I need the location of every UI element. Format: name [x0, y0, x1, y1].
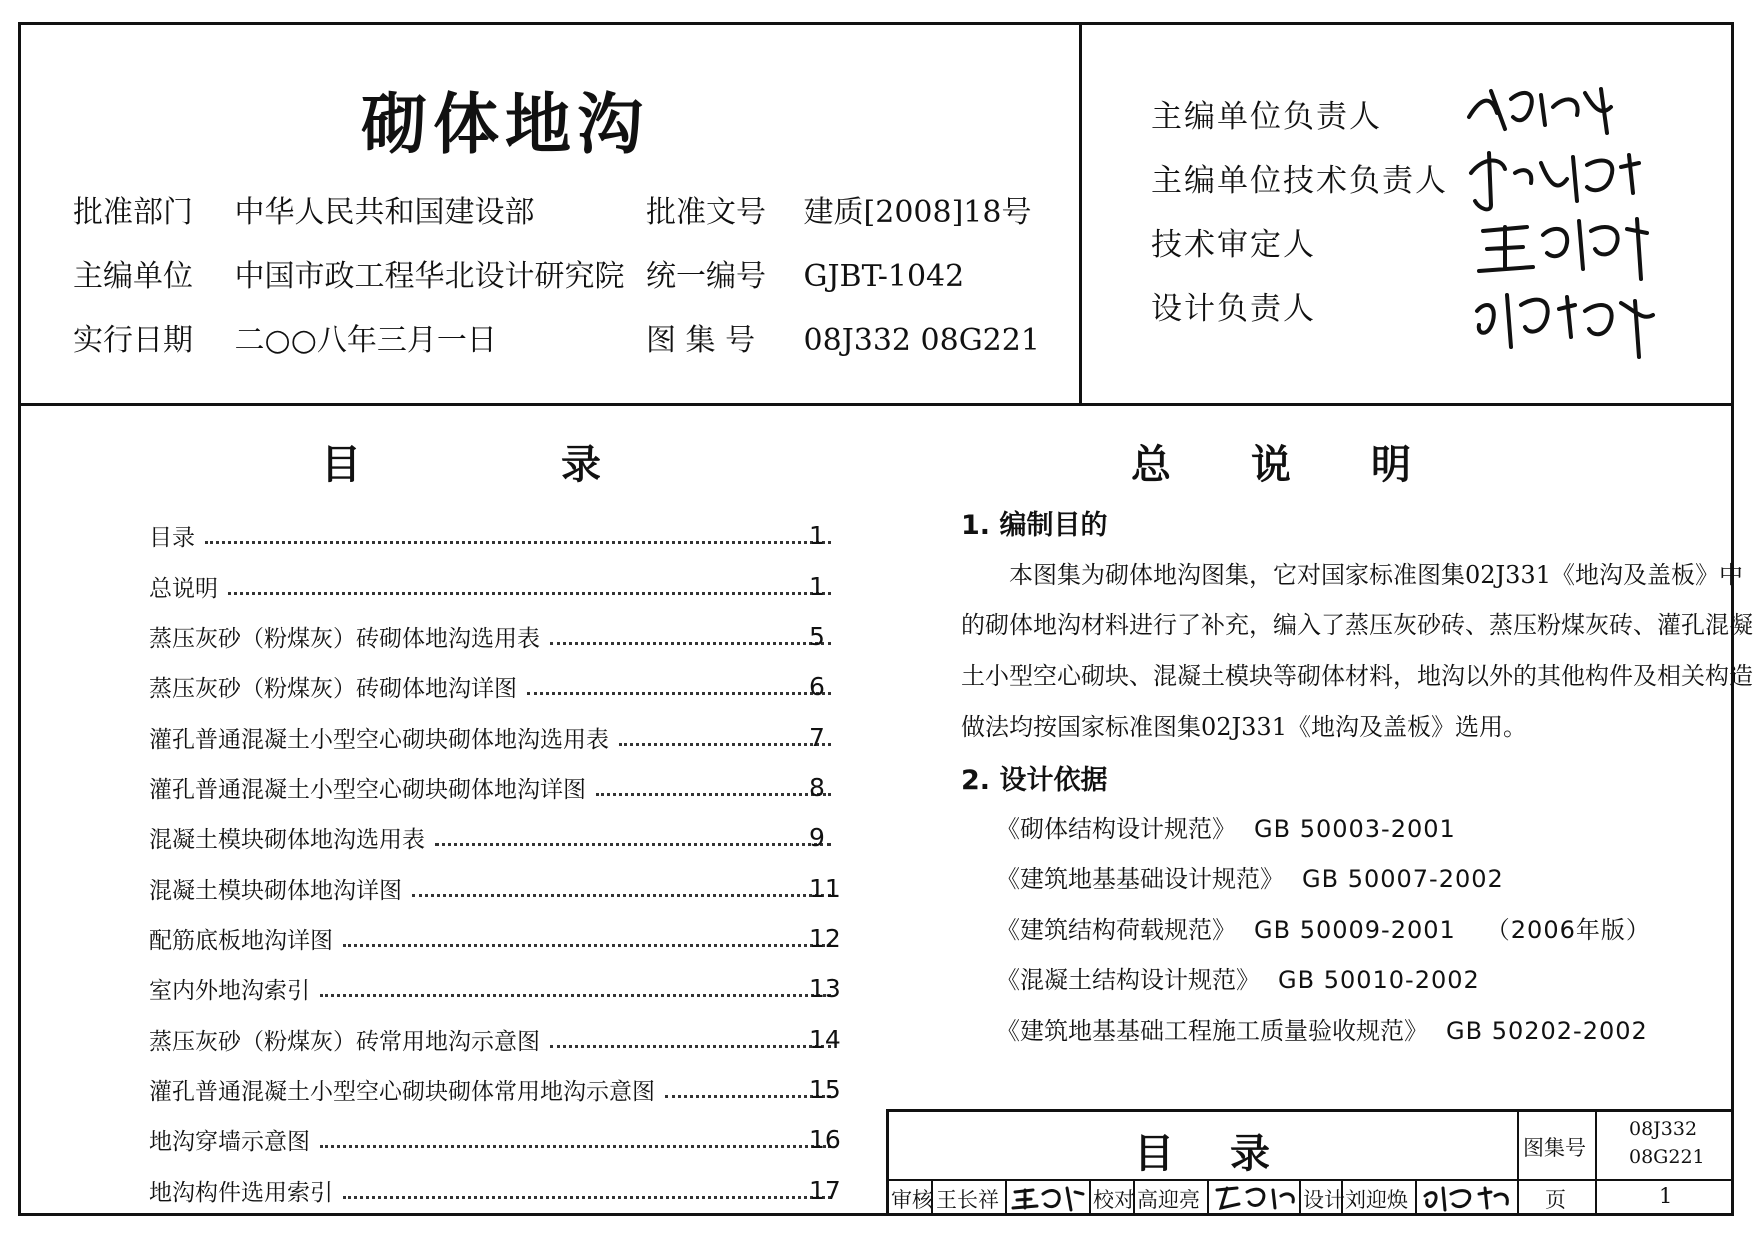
- toc-item[interactable]: [149, 971, 839, 1005]
- responsible-label: 主编单位技术负责人: [1151, 163, 1448, 199]
- toc-item-page: 7: [809, 722, 825, 752]
- responsible-label: 设计负责人: [1151, 291, 1316, 327]
- signature-image-1: [1461, 77, 1641, 141]
- design-name: 刘迎焕: [1345, 1188, 1408, 1212]
- toc-item-page: 6: [809, 671, 825, 701]
- check-signature: [1213, 1182, 1297, 1212]
- tb-bottom-divider: [1005, 1180, 1007, 1213]
- approval-dept-value: 中华人民共和国建设部: [234, 195, 535, 230]
- toc-item-title: 总说明: [149, 575, 218, 602]
- atlas-no-value: 08J332 08G221: [803, 323, 1040, 358]
- toc-item[interactable]: [149, 720, 839, 754]
- tb-bottom-divider: [1299, 1180, 1301, 1213]
- signature-image-4: [1467, 281, 1667, 361]
- standard-name: 《砌体结构设计规范》: [996, 815, 1236, 843]
- toc-item-page: 9: [809, 822, 825, 852]
- sheet-title: 目 录: [1134, 1131, 1278, 1177]
- toc-leader-dots: [228, 578, 831, 595]
- toc-item-page: 14: [809, 1024, 841, 1054]
- impl-date-row: [73, 315, 497, 359]
- toc-leader-dots: [205, 527, 831, 544]
- toc-item-title: 混凝土模块砌体地沟详图: [149, 877, 402, 904]
- toc-item-title: 地沟构件选用索引: [149, 1179, 333, 1206]
- responsible-row-2: [1151, 155, 1448, 200]
- unified-no-value: GJBT-1042: [803, 259, 965, 294]
- toc-item-page: 17: [809, 1175, 841, 1205]
- toc-leader-dots: [412, 880, 831, 897]
- drawing-sheet: [18, 22, 1753, 1216]
- toc-leader-dots: [320, 980, 831, 997]
- editor-unit-value: 中国市政工程华北设计研究院: [234, 259, 625, 294]
- editor-unit-label: 主编单位: [73, 259, 193, 294]
- toc-item-page: 16: [809, 1124, 841, 1154]
- notes-paragraph-line: 本图集为砌体地沟图集，它对国家标准图集02J331《地沟及盖板》中: [961, 561, 1743, 589]
- approval-dept-label: 批准部门: [73, 195, 193, 230]
- responsible-label: 技术审定人: [1151, 227, 1316, 263]
- toc-leader-dots: [527, 678, 831, 695]
- tb-bottom-divider: [1089, 1180, 1091, 1213]
- toc-item-title: 灌孔普通混凝土小型空心砌块砌体地沟选用表: [149, 726, 609, 753]
- toc-item-page: 11: [809, 873, 841, 903]
- toc-leader-dots: [343, 930, 831, 947]
- toc-item[interactable]: [149, 1173, 839, 1207]
- toc-item-title: 配筋底板地沟详图: [149, 927, 333, 954]
- toc-leader-dots: [320, 1131, 831, 1148]
- standard-code: GB 50010-2002: [1278, 966, 1480, 994]
- toc-item-title: 灌孔普通混凝土小型空心砌块砌体常用地沟示意图: [149, 1078, 655, 1105]
- title-block-col-divider: [1517, 1112, 1519, 1213]
- standard-name: 《混凝土结构设计规范》: [996, 966, 1260, 994]
- toc-leader-dots: [665, 1081, 831, 1098]
- approval-doc-label: 批准文号: [646, 195, 766, 230]
- notes-section-1-heading: 1. 编制目的: [961, 510, 1108, 541]
- title-block-col-divider: [1595, 1112, 1597, 1213]
- standard-code: GB 50007-2002: [1302, 865, 1504, 893]
- standard-name: 《建筑地基基础设计规范》: [996, 865, 1284, 893]
- toc-leader-dots: [435, 829, 831, 846]
- standard-item: [996, 1011, 1648, 1046]
- responsible-row-3: [1151, 219, 1421, 264]
- signature-image-2: [1461, 143, 1661, 217]
- page-title: 砌体地沟: [361, 86, 649, 163]
- header-divider: [21, 403, 1731, 406]
- standard-name: 《建筑地基基础工程施工质量验收规范》: [996, 1017, 1428, 1045]
- check-label: 校对: [1093, 1188, 1135, 1212]
- impl-date-value: 二○○八年三月一日: [234, 323, 497, 358]
- toc-leader-dots: [343, 1182, 831, 1199]
- approval-doc-row: [646, 187, 1031, 231]
- toc-item[interactable]: [149, 921, 839, 955]
- unified-no-row: [646, 251, 964, 295]
- check-name: 高迎亮: [1137, 1188, 1200, 1212]
- review-name: 王长祥: [936, 1188, 999, 1212]
- toc-item-page: 15: [809, 1074, 841, 1104]
- notes-paragraph-line: 的砌体地沟材料进行了补充，编入了蒸压灰砂砖、蒸压粉煤灰砖、灌孔混凝: [961, 611, 1753, 639]
- responsible-label: 主编单位负责人: [1151, 99, 1382, 135]
- toc-item-title: 室内外地沟索引: [149, 977, 310, 1004]
- standard-item: [996, 910, 1651, 945]
- atlas-no-label: 图 集 号: [646, 323, 756, 358]
- notes-paragraph-line: 土小型空心砌块、混凝土模块等砌体材料，地沟以外的其他构件及相关构造: [961, 662, 1753, 690]
- toc-item[interactable]: [149, 518, 839, 552]
- toc-item[interactable]: [149, 669, 839, 703]
- atlas-value-1: 08J332: [1629, 1118, 1698, 1140]
- responsible-row-1: [1151, 91, 1421, 136]
- toc-item-title: 目录: [149, 524, 195, 551]
- review-signature: [1011, 1182, 1085, 1212]
- atlas-no-row: [646, 315, 1040, 359]
- toc-item-title: 混凝土模块砌体地沟选用表: [149, 826, 425, 853]
- header-vertical-divider: [1079, 25, 1082, 405]
- design-label: 设计: [1303, 1188, 1345, 1212]
- title-block-row-divider: [889, 1179, 1731, 1181]
- toc-item-page: 8: [809, 772, 825, 802]
- page-label: 页: [1545, 1188, 1566, 1212]
- toc-leader-dots: [596, 779, 831, 796]
- standard-item: [996, 859, 1504, 894]
- editor-unit-row: [73, 251, 625, 295]
- atlas-value-2: 08G221: [1629, 1146, 1705, 1168]
- notes-title: 总 说 明: [1131, 442, 1431, 488]
- toc-item[interactable]: [149, 1022, 839, 1056]
- toc-leader-dots: [550, 628, 831, 645]
- review-label: 审核: [891, 1188, 933, 1212]
- toc-title: 目 录: [321, 442, 621, 488]
- standard-code: GB 50003-2001: [1254, 815, 1456, 843]
- toc-item[interactable]: [149, 820, 839, 854]
- signature-image-3: [1471, 209, 1661, 285]
- toc-item-title: 灌孔普通混凝土小型空心砌块砌体地沟详图: [149, 776, 586, 803]
- standard-code: GB 50009-2001: [1254, 916, 1456, 944]
- responsible-row-4: [1151, 283, 1421, 328]
- toc-item-page: 12: [809, 923, 841, 953]
- approval-dept-row: [73, 187, 535, 231]
- toc-item[interactable]: [149, 871, 839, 905]
- standard-item: [996, 809, 1456, 844]
- toc-item[interactable]: [149, 619, 839, 653]
- toc-item-title: 地沟穿墙示意图: [149, 1128, 310, 1155]
- toc-leader-dots: [550, 1031, 831, 1048]
- standard-edition: （2006年版）: [1485, 916, 1651, 944]
- toc-item-page: 1: [809, 520, 825, 550]
- toc-item-title: 蒸压灰砂（粉煤灰）砖砌体地沟选用表: [149, 625, 540, 652]
- impl-date-label: 实行日期: [73, 323, 193, 358]
- tb-bottom-divider: [1415, 1180, 1417, 1213]
- toc-item-page: 13: [809, 973, 841, 1003]
- toc-item-title: 蒸压灰砂（粉煤灰）砖砌体地沟详图: [149, 675, 517, 702]
- toc-leader-dots: [619, 729, 831, 746]
- design-signature: [1421, 1182, 1513, 1212]
- page-number: 1: [1659, 1184, 1673, 1208]
- toc-item[interactable]: [149, 1072, 839, 1106]
- toc-item[interactable]: [149, 569, 839, 603]
- toc-item-page: 5: [809, 621, 825, 651]
- toc-item-page: 1: [809, 571, 825, 601]
- atlas-label: 图集号: [1523, 1136, 1586, 1160]
- toc-item[interactable]: [149, 1122, 839, 1156]
- tb-bottom-divider: [1207, 1180, 1209, 1213]
- unified-no-label: 统一编号: [646, 259, 766, 294]
- notes-section-2-heading: 2. 设计依据: [961, 765, 1108, 796]
- notes-paragraph-line: 做法均按国家标准图集02J331《地沟及盖板》选用。: [961, 713, 1527, 741]
- approval-doc-value: 建质[2008]18号: [803, 195, 1032, 230]
- standard-code: GB 50202-2002: [1446, 1017, 1648, 1045]
- standard-item: [996, 960, 1480, 995]
- title-block: [886, 1109, 1731, 1213]
- toc-item[interactable]: [149, 770, 839, 804]
- standard-name: 《建筑结构荷载规范》: [996, 916, 1236, 944]
- toc-item-title: 蒸压灰砂（粉煤灰）砖常用地沟示意图: [149, 1028, 540, 1055]
